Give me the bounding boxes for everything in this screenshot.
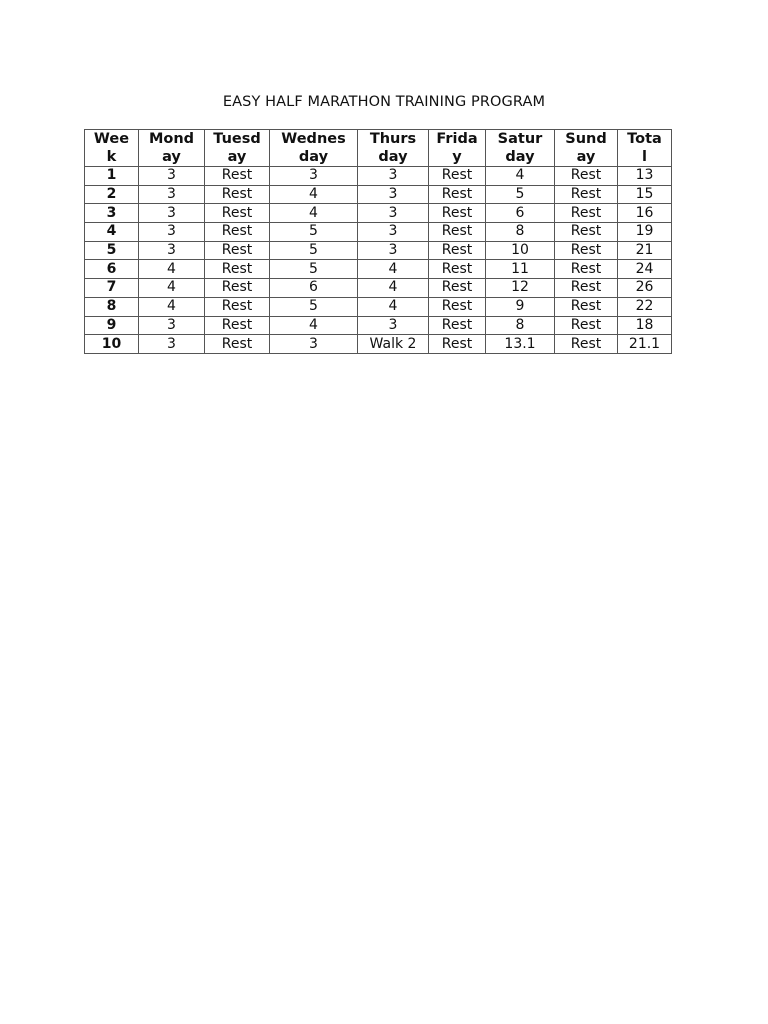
cell-friday: Rest bbox=[429, 297, 486, 316]
table-row bbox=[85, 241, 672, 260]
cell-sunday: Rest bbox=[555, 335, 618, 354]
cell-tuesday: Rest bbox=[205, 185, 270, 204]
cell-thursday: 3 bbox=[358, 316, 429, 335]
cell-thursday: 4 bbox=[358, 297, 429, 316]
header-total-line1: Tota bbox=[627, 131, 662, 147]
cell-total: 19 bbox=[618, 223, 672, 242]
cell-saturday: 11 bbox=[486, 260, 555, 279]
header-total bbox=[618, 130, 672, 167]
cell-thursday: 3 bbox=[358, 185, 429, 204]
cell-monday: 3 bbox=[139, 241, 205, 260]
header-sunday bbox=[555, 130, 618, 167]
cell-saturday: 6 bbox=[486, 204, 555, 223]
header-tuesday-line1: Tuesd bbox=[213, 131, 261, 147]
cell-monday: 3 bbox=[139, 204, 205, 223]
cell-saturday: 12 bbox=[486, 279, 555, 298]
cell-saturday: 8 bbox=[486, 223, 555, 242]
header-monday-line2: ay bbox=[162, 149, 181, 165]
cell-monday: 4 bbox=[139, 260, 205, 279]
cell-total: 21 bbox=[618, 241, 672, 260]
header-tuesday bbox=[205, 130, 270, 167]
cell-week: 4 bbox=[85, 223, 139, 242]
cell-wednesday: 5 bbox=[270, 223, 358, 242]
cell-wednesday: 4 bbox=[270, 185, 358, 204]
header-sunday-line1: Sund bbox=[565, 131, 607, 147]
table-row bbox=[85, 260, 672, 279]
cell-thursday: 3 bbox=[358, 241, 429, 260]
cell-sunday: Rest bbox=[555, 223, 618, 242]
header-sunday-line2: ay bbox=[576, 149, 596, 165]
header-wednesday-line2: day bbox=[298, 149, 329, 165]
header-monday bbox=[139, 130, 205, 167]
table-header bbox=[85, 130, 672, 167]
table-row bbox=[85, 185, 672, 204]
cell-total: 16 bbox=[618, 204, 672, 223]
cell-week: 10 bbox=[85, 335, 139, 354]
header-saturday bbox=[486, 130, 555, 167]
cell-sunday: Rest bbox=[555, 279, 618, 298]
cell-tuesday: Rest bbox=[205, 297, 270, 316]
cell-saturday: 4 bbox=[486, 167, 555, 186]
table-row bbox=[85, 204, 672, 223]
cell-week: 9 bbox=[85, 316, 139, 335]
table-row bbox=[85, 223, 672, 242]
cell-monday: 3 bbox=[139, 335, 205, 354]
cell-week: 3 bbox=[85, 204, 139, 223]
cell-total: 13 bbox=[618, 167, 672, 186]
header-tuesday-line2: ay bbox=[227, 149, 247, 165]
table-body bbox=[85, 167, 672, 354]
cell-thursday: 3 bbox=[358, 204, 429, 223]
cell-tuesday: Rest bbox=[205, 223, 270, 242]
cell-tuesday: Rest bbox=[205, 335, 270, 354]
cell-sunday: Rest bbox=[555, 167, 618, 186]
cell-wednesday: 3 bbox=[270, 167, 358, 186]
cell-saturday: 10 bbox=[486, 241, 555, 260]
cell-week: 6 bbox=[85, 260, 139, 279]
cell-tuesday: Rest bbox=[205, 241, 270, 260]
header-week-line2: k bbox=[106, 149, 117, 165]
table-row bbox=[85, 297, 672, 316]
cell-monday: 3 bbox=[139, 185, 205, 204]
cell-monday: 3 bbox=[139, 167, 205, 186]
cell-total: 22 bbox=[618, 297, 672, 316]
header-row bbox=[85, 130, 672, 167]
cell-wednesday: 4 bbox=[270, 316, 358, 335]
cell-wednesday: 4 bbox=[270, 204, 358, 223]
cell-tuesday: Rest bbox=[205, 260, 270, 279]
cell-tuesday: Rest bbox=[205, 167, 270, 186]
cell-wednesday: 5 bbox=[270, 241, 358, 260]
header-friday bbox=[429, 130, 486, 167]
cell-sunday: Rest bbox=[555, 297, 618, 316]
cell-wednesday: 5 bbox=[270, 260, 358, 279]
cell-saturday: 5 bbox=[486, 185, 555, 204]
training-program-table bbox=[84, 129, 672, 354]
cell-monday: 4 bbox=[139, 297, 205, 316]
table-row bbox=[85, 335, 672, 354]
header-wednesday bbox=[270, 130, 358, 167]
cell-monday: 3 bbox=[139, 223, 205, 242]
cell-total: 21.1 bbox=[618, 335, 672, 354]
header-thursday-line1: Thurs bbox=[369, 131, 417, 147]
cell-sunday: Rest bbox=[555, 204, 618, 223]
header-week-line1: Wee bbox=[93, 131, 130, 147]
document-title: EASY HALF MARATHON TRAINING PROGRAM bbox=[222, 94, 546, 110]
table-row bbox=[85, 316, 672, 335]
cell-monday: 4 bbox=[139, 279, 205, 298]
header-saturday-line1: Satur bbox=[497, 131, 543, 147]
cell-thursday: 4 bbox=[358, 279, 429, 298]
cell-friday: Rest bbox=[429, 223, 486, 242]
cell-sunday: Rest bbox=[555, 316, 618, 335]
header-saturday-line2: day bbox=[505, 149, 535, 165]
cell-week: 8 bbox=[85, 297, 139, 316]
cell-friday: Rest bbox=[429, 279, 486, 298]
cell-tuesday: Rest bbox=[205, 316, 270, 335]
cell-total: 15 bbox=[618, 185, 672, 204]
cell-total: 18 bbox=[618, 316, 672, 335]
header-total-line2: l bbox=[642, 149, 647, 165]
cell-friday: Rest bbox=[429, 260, 486, 279]
cell-sunday: Rest bbox=[555, 185, 618, 204]
cell-total: 24 bbox=[618, 260, 672, 279]
header-wednesday-line1: Wednes bbox=[281, 131, 346, 147]
table-row bbox=[85, 167, 672, 186]
header-week bbox=[85, 130, 139, 167]
header-thursday bbox=[358, 130, 429, 167]
cell-friday: Rest bbox=[429, 241, 486, 260]
cell-thursday: 3 bbox=[358, 167, 429, 186]
cell-week: 7 bbox=[85, 279, 139, 298]
cell-wednesday: 6 bbox=[270, 279, 358, 298]
cell-friday: Rest bbox=[429, 185, 486, 204]
cell-week: 2 bbox=[85, 185, 139, 204]
header-monday-line1: Mond bbox=[148, 131, 195, 147]
cell-monday: 3 bbox=[139, 316, 205, 335]
cell-saturday: 9 bbox=[486, 297, 555, 316]
cell-wednesday: 3 bbox=[270, 335, 358, 354]
header-friday-line1: Frida bbox=[436, 131, 478, 147]
cell-week: 1 bbox=[85, 167, 139, 186]
cell-wednesday: 5 bbox=[270, 297, 358, 316]
cell-thursday: 4 bbox=[358, 260, 429, 279]
table-row bbox=[85, 279, 672, 298]
cell-friday: Rest bbox=[429, 335, 486, 354]
cell-saturday: 8 bbox=[486, 316, 555, 335]
cell-sunday: Rest bbox=[555, 260, 618, 279]
cell-tuesday: Rest bbox=[205, 279, 270, 298]
cell-friday: Rest bbox=[429, 167, 486, 186]
header-friday-line2: y bbox=[452, 149, 462, 165]
cell-thursday: Walk 2 bbox=[358, 335, 429, 354]
cell-tuesday: Rest bbox=[205, 204, 270, 223]
cell-saturday: 13.1 bbox=[486, 335, 555, 354]
cell-sunday: Rest bbox=[555, 241, 618, 260]
header-thursday-line2: day bbox=[378, 149, 408, 165]
cell-thursday: 3 bbox=[358, 223, 429, 242]
cell-total: 26 bbox=[618, 279, 672, 298]
cell-friday: Rest bbox=[429, 316, 486, 335]
cell-friday: Rest bbox=[429, 204, 486, 223]
cell-week: 5 bbox=[85, 241, 139, 260]
